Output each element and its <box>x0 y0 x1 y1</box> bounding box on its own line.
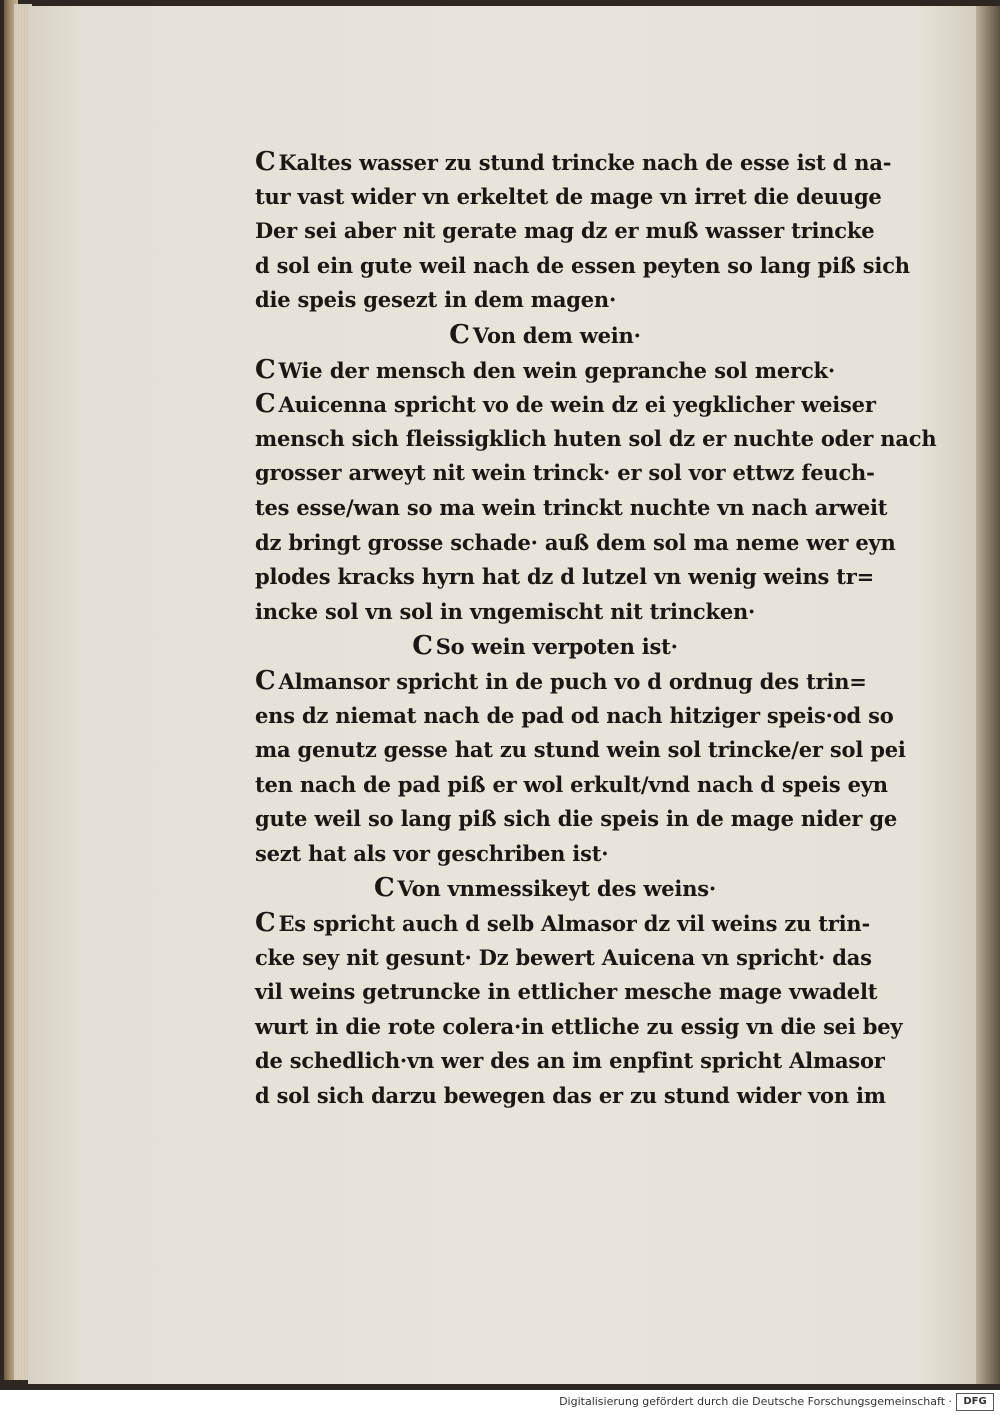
line-text: So wein verpoten ist· <box>435 634 678 660</box>
line-text: gute weil so lang piß sich die speis in de mage nider ge <box>255 806 898 832</box>
line-text: mensch sich fleissigklich huten sol dz er nuchte oder nach <box>255 425 937 451</box>
paragraph-mark: C <box>255 354 276 385</box>
text-line <box>255 214 875 249</box>
text-line <box>255 560 875 595</box>
page-right-edge <box>976 6 1000 1384</box>
line-text: grosser arweyt nit wein trinck· er sol vor ettwz feuch- <box>255 460 875 486</box>
line-text: Auicenna spricht vo de wein dz ei yegklicher weiser <box>278 392 876 418</box>
section-heading <box>255 318 835 353</box>
line-text: die speis gesezt in dem magen· <box>255 287 617 313</box>
line-text: d sol ein gute weil nach de essen peyten so lang piß sich <box>255 252 910 278</box>
paragraph-mark: C <box>449 319 470 350</box>
line-text: cke sey nit gesunt· Dz bewert Auicena vn spricht· das <box>255 944 872 970</box>
line-text: ma genutz gesse hat zu stund wein sol trincke/er sol pei <box>255 737 906 763</box>
line-text: Von vnmessikeyt des weins· <box>397 876 717 902</box>
section-heading <box>255 629 835 664</box>
text-line <box>255 1044 885 1079</box>
text-line <box>255 249 910 284</box>
page-text <box>255 145 937 1114</box>
paragraph-first-line <box>255 906 870 941</box>
line-text: d sol sich darzu bewegen das er zu stund wider von im <box>255 1083 886 1109</box>
line-text: ens dz niemat nach de pad od nach hitziger speis·od so <box>255 702 894 728</box>
text-line <box>255 595 835 630</box>
paragraph-first-line <box>255 353 835 388</box>
line-text: dz bringt grosse schade· auß dem sol ma neme wer eyn <box>255 529 896 555</box>
line-text: Kaltes wasser zu stund trincke nach de esse ist d na- <box>278 150 892 175</box>
line-text: tur vast wider vn erkeltet de mage vn irret die deuuge <box>255 183 882 209</box>
text-line <box>255 180 882 215</box>
line-text: plodes kracks hyrn hat dz d lutzel vn wenig weins tr= <box>255 564 875 590</box>
paragraph-mark: C <box>255 147 276 177</box>
footer-bar <box>0 1390 1000 1415</box>
dfg-logo: DFG <box>956 1393 994 1411</box>
text-line <box>255 802 898 837</box>
text-line <box>255 768 888 803</box>
text-line <box>255 699 894 734</box>
text-line <box>255 941 872 976</box>
text-line <box>255 491 888 526</box>
text-line <box>255 975 878 1010</box>
line-text: wurt in die rote colera·in ettliche zu essig vn die sei bey <box>255 1013 903 1039</box>
line-text: Von dem wein· <box>472 322 641 348</box>
line-text: incke sol vn sol in vngemischt nit trincken· <box>255 598 756 624</box>
paragraph-first-line <box>255 387 876 422</box>
text-line <box>255 1010 903 1045</box>
text-line <box>255 733 906 768</box>
section-heading <box>255 871 835 906</box>
paragraph-mark: C <box>255 908 276 939</box>
line-text: ten nach de pad piß er wol erkult/vnd nach d speis eyn <box>255 771 888 797</box>
line-text: Der sei aber nit gerate mag dz er muß wasser trincke <box>255 218 875 244</box>
text-line <box>255 456 875 491</box>
text-line <box>255 837 835 872</box>
line-text: vil weins getruncke in ettlicher mesche mage vwadelt <box>255 979 878 1005</box>
line-text: de schedlich·vn wer des an im enpfint spricht Almasor <box>255 1048 885 1074</box>
line-text: Almansor spricht in de puch vo d ordnug des trin= <box>278 668 867 694</box>
line-text: tes esse/wan so ma wein trinckt nuchte vn nach arweit <box>255 494 888 520</box>
paragraph-first-line <box>255 145 892 180</box>
paragraph-first-line <box>255 664 867 699</box>
footer-credit: Digitalisierung gefördert durch die Deutsche Forschungsgemeinschaft · <box>559 1395 952 1408</box>
text-line <box>255 422 937 457</box>
paragraph-mark: C <box>255 665 276 696</box>
line-text: Wie der mensch den wein gepranche sol merck· <box>278 357 835 383</box>
text-line <box>255 283 835 318</box>
line-text: sezt hat als vor geschriben ist· <box>255 840 609 866</box>
text-line <box>255 1079 886 1114</box>
paragraph-mark: C <box>255 389 276 420</box>
paragraph-mark: C <box>373 873 395 904</box>
text-line <box>255 526 896 561</box>
line-text: Es spricht auch d selb Almasor dz vil weins zu trin- <box>278 911 870 937</box>
paragraph-mark: C <box>412 631 433 662</box>
